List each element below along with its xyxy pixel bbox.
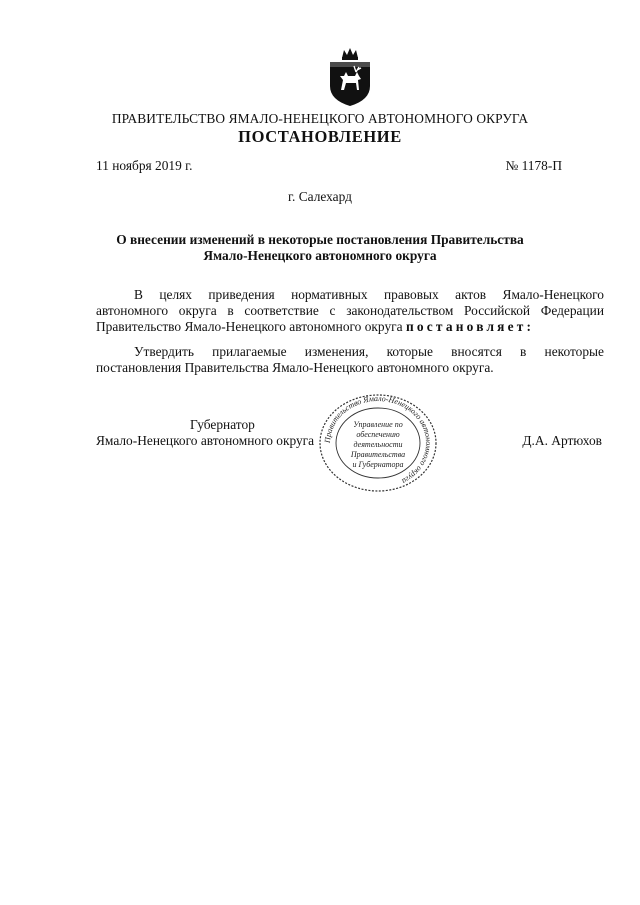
stamp-line: и Губернатора [352, 460, 404, 469]
decree-word: постановляет: [405, 319, 535, 334]
document-date: 11 ноября 2019 г. [96, 158, 193, 173]
title-line: О внесении изменений в некоторые постановления Правительства [116, 232, 524, 247]
yamal-coat-of-arms-icon [326, 46, 374, 108]
signatory-title: Губернатор [190, 417, 255, 432]
document-city: г. Салехард [288, 189, 352, 204]
stamp-line: Правительства [350, 450, 406, 459]
signatory-org: Ямало-Ненецкого автономного округа [96, 433, 315, 448]
official-stamp [316, 393, 440, 493]
government-name: ПРАВИТЕЛЬСТВО ЯМАЛО-НЕНЕЦКОГО АВТОНОМНОГО ОКРУГА [111, 111, 529, 126]
stamp-line: деятельности [353, 440, 403, 449]
document-title [96, 232, 544, 264]
signatory-name: Д.А. Артюхов [522, 433, 602, 448]
paragraph-text: Правительство Ямало-Ненецкого автономного округа [96, 319, 403, 334]
stamp-ring-text: Правительство Ямало-Ненецкого автономного округа [322, 393, 434, 486]
stamp-inner-text [316, 420, 440, 470]
paragraph-line: постановления Правительства Ямало-Ненецкого автономного округа. [96, 360, 494, 375]
body-paragraph-resolution [96, 344, 604, 376]
body-paragraph-preamble [96, 287, 604, 335]
stamp-line: Управление по [353, 420, 403, 429]
document-number: № 1178-П [505, 158, 562, 173]
document-type: ПОСТАНОВЛЕНИЕ [238, 127, 402, 146]
paragraph-line: автономного округа в соответствие с законодательством Российской Федерации [96, 303, 604, 318]
title-line: Ямало-Ненецкого автономного округа [203, 248, 437, 263]
stamp-line: обеспечению [356, 430, 400, 439]
paragraph-line [96, 319, 604, 335]
paragraph-line: Утвердить прилагаемые изменения, которые вносятся в некоторые [134, 344, 604, 359]
paragraph-line: В целях приведения нормативных правовых актов Ямало-Ненецкого [134, 287, 604, 302]
